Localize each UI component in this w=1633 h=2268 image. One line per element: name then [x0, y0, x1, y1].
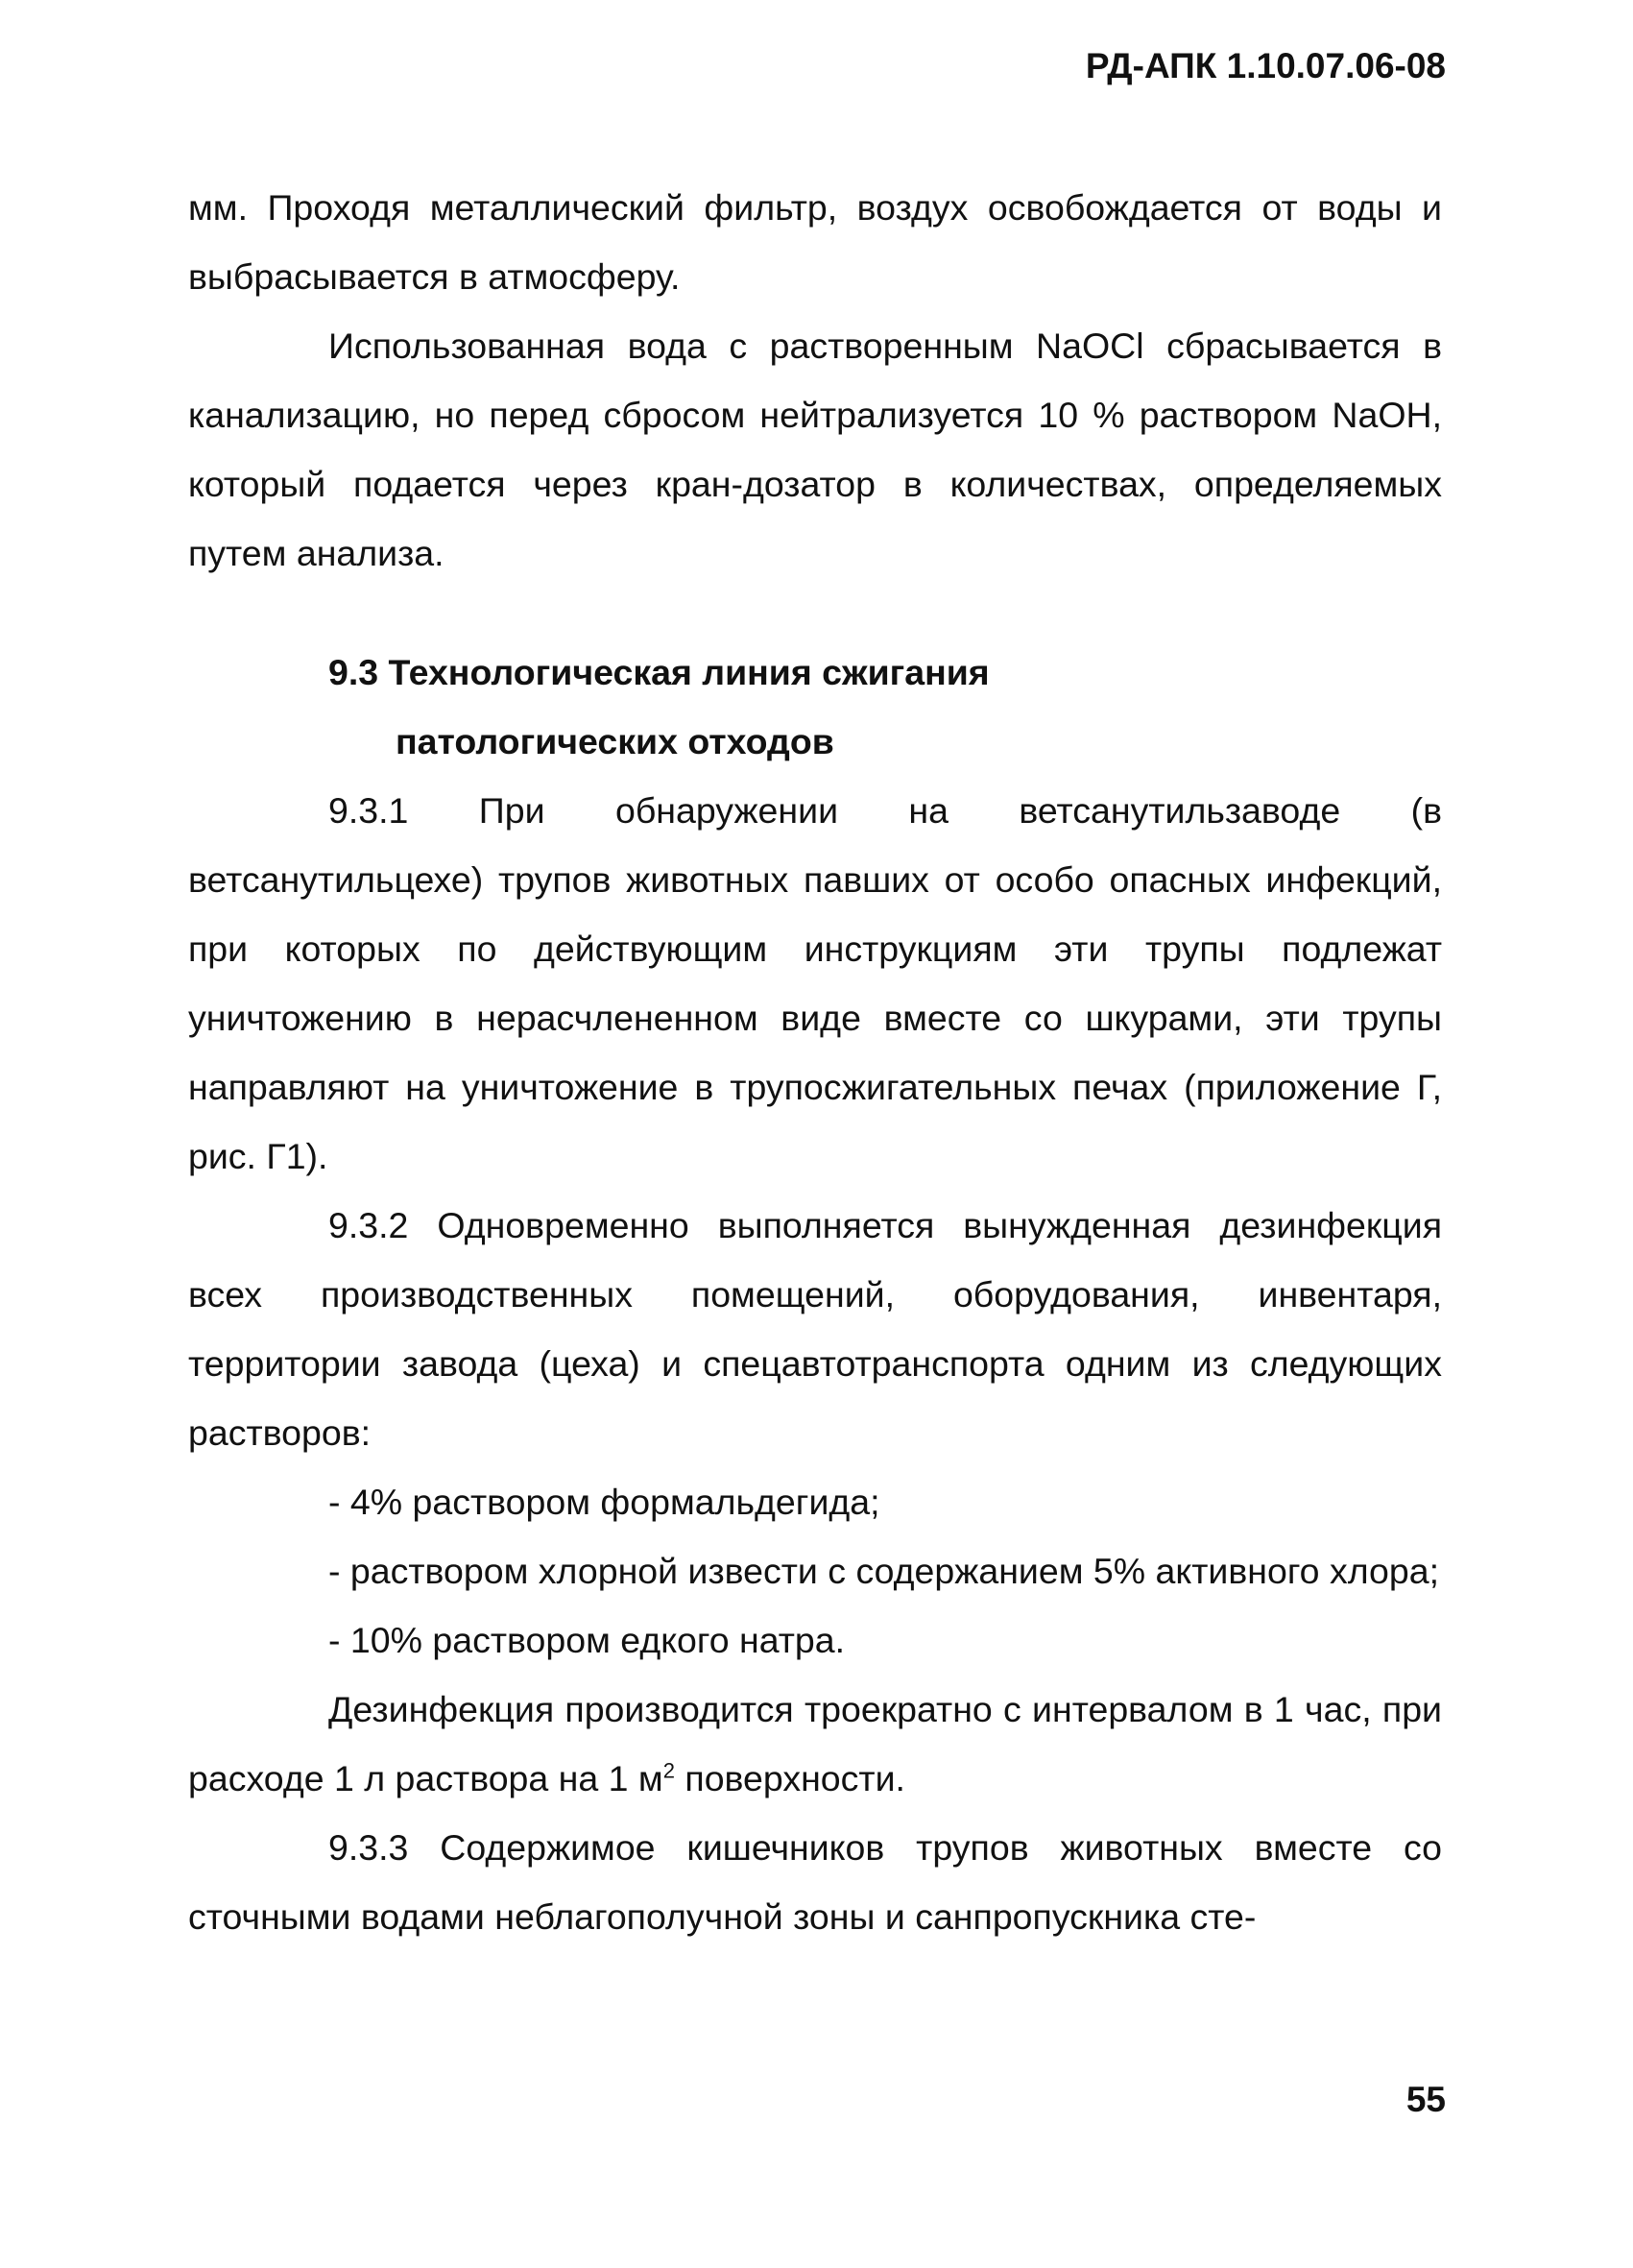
paragraph-disinfection [188, 1675, 1442, 1813]
section-heading-9-3 [188, 638, 1442, 776]
paragraph-9-3-3: 9.3.3 Содержимое кишечников трупов животных вместе со сточными водами неблагополучной зоны и санпропускника сте- [188, 1827, 1442, 1937]
paragraph-9-3-1: 9.3.1 При обнаружении на ветсанутильзаводе (в ветсанутильцехе) трупов животных павших от особо опасных инфекций, при которых по действующим инструкциям эти трупы подлежат уничтожению в нерасчлененном виде вместе со шкурами, эти трупы направляют на уничтожение в трупосжигательных печах (приложение Г, рис. Г1). [188, 790, 1442, 1176]
paragraph-continuation: мм. Проходя металлический фильтр, воздух освобождается от воды и выбрасывается в атмосферу. [188, 187, 1442, 297]
paragraph-wastewater: Использованная вода с растворенным NaOCl сбрасывается в канализацию, но перед сбросом нейтрализуется 10 % раствором NaOH, который подается через кран-дозатор в количествах, определяемых путем анализа. [188, 326, 1442, 573]
list-item-sodium-hydroxide: - 10% раствором едкого натра. [328, 1620, 846, 1660]
page-number: 55 [1405, 2080, 1446, 2119]
document-code: РД-АПК 1.10.07.06-08 [1085, 46, 1446, 85]
heading-line-2: патологических отходов [396, 721, 834, 761]
list-item-chlorine: - раствором хлорной извести с содержанием 5% активного хлора; [328, 1551, 1439, 1591]
superscript-2: 2 [662, 1758, 675, 1783]
disinfection-text: Дезинфекция производится троекратно с интервалом в 1 час, при расходе 1 л раствора на 1 м [188, 1689, 1442, 1798]
page-content [188, 173, 1442, 1951]
heading-line-1: 9.3 Технологическая линия сжигания [328, 652, 990, 692]
disinfection-text-end: поверхности. [674, 1758, 905, 1798]
paragraph-9-3-2: 9.3.2 Одновременно выполняется вынужденная дезинфекция всех производственных помещений, оборудования, инвентаря, территории завода (цеха) и спецавтотранспорта одним из следующих растворов: [188, 1205, 1442, 1453]
list-item-formaldehyde: - 4% раствором формальдегида; [328, 1482, 880, 1522]
